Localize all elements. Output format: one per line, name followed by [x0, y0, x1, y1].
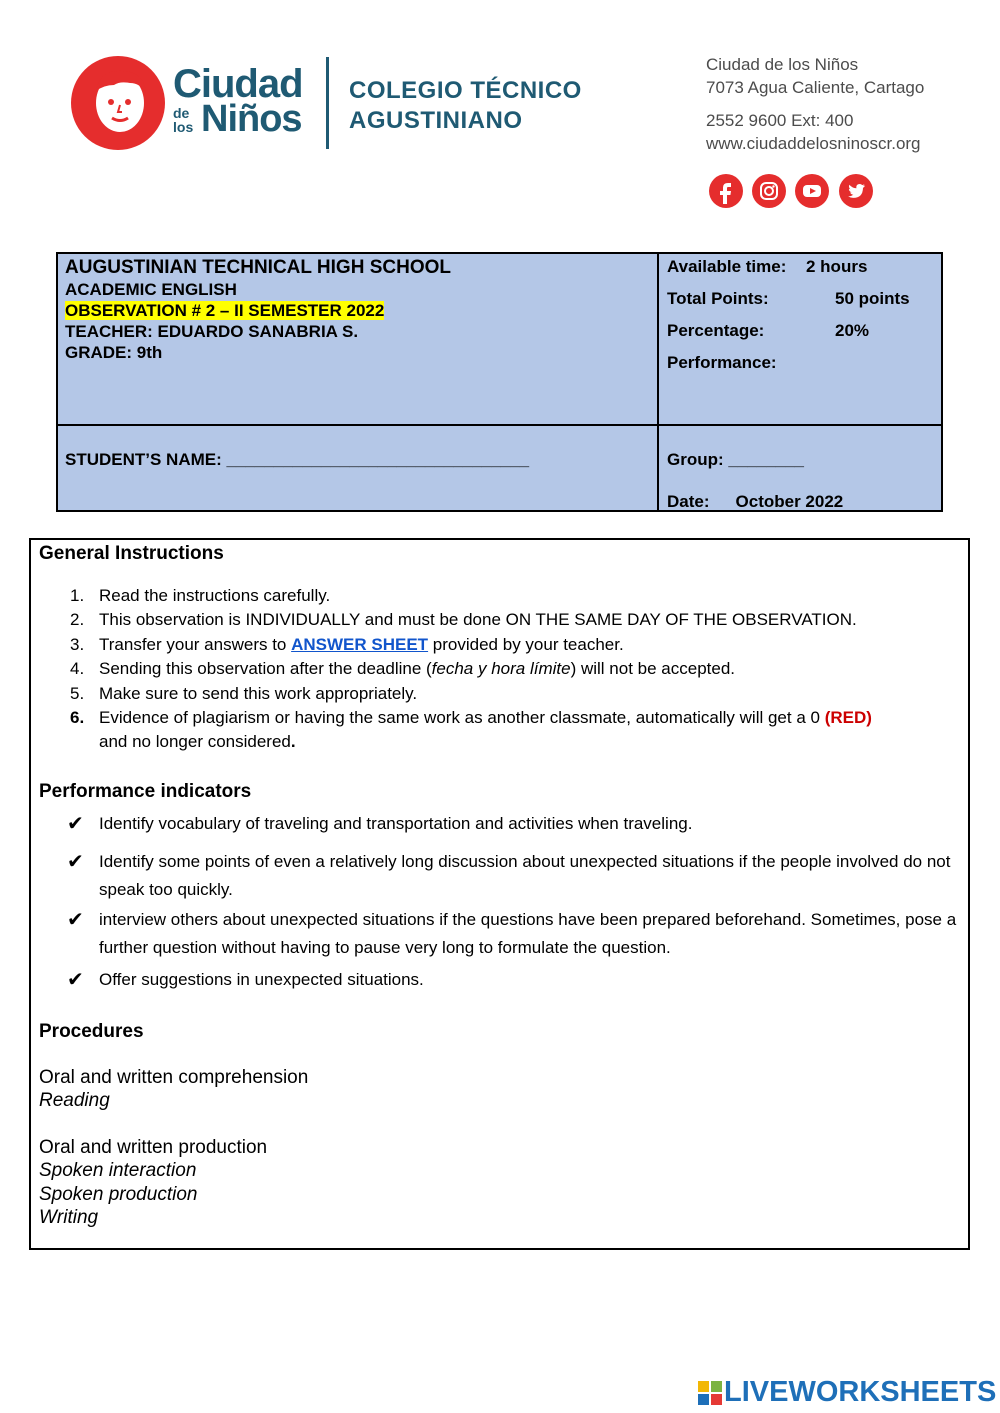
contact-website[interactable]: www.ciudaddelosninoscr.org	[706, 134, 921, 153]
available-time-label: Available time:	[667, 257, 787, 276]
liveworksheets-watermark[interactable]: LIVEWORKSHEETS	[724, 1376, 997, 1408]
teacher: TEACHER: EDUARDO SANABRIA S.	[65, 322, 359, 341]
brand-ninos: Niños	[201, 98, 302, 140]
date-label: Date:	[667, 492, 710, 511]
grade: GRADE: 9th	[65, 343, 163, 362]
procedure-item: Reading	[39, 1090, 110, 1111]
item-number: 5.	[70, 683, 85, 703]
school-brand-line2: AGUSTINIANO	[349, 107, 523, 134]
list-item	[31, 848, 961, 904]
liveworksheets-logo-icon	[698, 1381, 722, 1405]
general-instructions-title: General Instructions	[39, 543, 224, 564]
checkmark-icon: ✔	[67, 909, 84, 931]
contact-phone: 2552 9600 Ext: 400	[706, 111, 854, 130]
checkmark-icon: ✔	[67, 813, 84, 835]
list-item	[31, 906, 961, 962]
brand-de: de	[173, 105, 190, 121]
indicator-text: Identify vocabulary of traveling and transportation and activities when traveling.	[99, 814, 693, 833]
procedure-group-heading: Oral and written comprehension	[39, 1067, 309, 1088]
item-number: 2.	[70, 610, 85, 630]
checkmark-icon: ✔	[67, 851, 84, 873]
deadline-spanish: fecha y hora límite	[431, 659, 571, 679]
available-time-value: 2 hours	[806, 257, 868, 276]
percentage-value: 20%	[835, 321, 870, 340]
percentage-label: Percentage:	[667, 321, 765, 340]
brand-los: los	[173, 119, 194, 135]
school-brand-line1: COLEGIO TÉCNICO	[349, 77, 582, 104]
indicator-text: Offer suggestions in unexpected situations.	[99, 970, 424, 989]
item-number: 1.	[70, 586, 85, 605]
indicator-text: interview others about unexpected situations if the questions have been prepared beforehand. Sometimes, pose a further question without having to pause very long to formulate the question.	[99, 910, 957, 957]
item-text: Sending this observation after the deadline (	[99, 659, 432, 679]
total-points-value: 50 points	[835, 289, 910, 308]
contact-name: Ciudad de los Niños	[706, 55, 859, 74]
checkmark-icon: ✔	[67, 969, 84, 991]
facebook-icon[interactable]	[709, 174, 743, 208]
item-text: provided by your teacher.	[428, 634, 624, 654]
answer-sheet-link[interactable]: ANSWER SHEET	[291, 634, 429, 654]
list-item	[31, 584, 961, 608]
item-number: 4.	[70, 659, 85, 679]
instructions-list	[31, 584, 961, 755]
instagram-icon[interactable]	[752, 174, 786, 208]
item-period: .	[290, 732, 296, 752]
school-name: AUGUSTINIAN TECHNICAL HIGH SCHOOL	[65, 257, 451, 278]
table-divider-vertical	[657, 254, 659, 510]
date-value: October 2022	[735, 492, 844, 511]
twitter-icon[interactable]	[839, 174, 873, 208]
observation-title: OBSERVATION # 2 – II SEMESTER 2022	[65, 301, 385, 320]
group-field[interactable]: Group: ________	[667, 450, 805, 469]
procedure-item: Spoken production	[39, 1184, 198, 1205]
child-face-logo-icon	[70, 55, 166, 151]
contact-address: 7073 Agua Caliente, Cartago	[706, 78, 925, 97]
student-name-field[interactable]: STUDENT’S NAME: ________________________________	[65, 450, 530, 469]
performance-label: Performance:	[667, 353, 777, 372]
item-text: ) will not be accepted.	[570, 659, 735, 679]
indicator-text: Identify some points of even a relatively long discussion about unexpected situations if the people involved do not speak too quickly.	[99, 852, 951, 899]
subject: ACADEMIC ENGLISH	[65, 280, 237, 299]
item-number: 3.	[70, 634, 85, 654]
list-item	[31, 810, 961, 838]
list-item	[31, 633, 961, 657]
school-brand-name	[349, 76, 582, 136]
item-text: Read the instructions carefully.	[99, 586, 331, 605]
item-text: Evidence of plagiarism or having the same work as another classmate, automatically will get a 0	[99, 708, 825, 728]
instructions-box	[29, 538, 970, 1250]
item-number: 6.	[70, 708, 85, 728]
list-item	[31, 608, 961, 632]
red-grade-label: (RED)	[824, 708, 872, 728]
list-item	[31, 706, 961, 755]
list-item	[31, 682, 961, 706]
info-table	[56, 252, 943, 512]
performance-indicators-title: Performance indicators	[39, 781, 252, 802]
youtube-icon[interactable]	[795, 174, 829, 208]
procedure-item: Spoken interaction	[39, 1160, 197, 1181]
brand-ciudad: Ciudad	[173, 62, 303, 106]
table-divider-horizontal	[58, 424, 941, 426]
procedure-group-heading: Oral and written production	[39, 1137, 268, 1158]
total-points-label: Total Points:	[667, 289, 769, 308]
date-row	[667, 492, 843, 512]
list-item	[31, 966, 961, 994]
procedures-title: Procedures	[39, 1021, 144, 1042]
item-text: This observation is INDIVIDUALLY and must be done ON THE SAME DAY OF THE OBSERVATION.	[99, 610, 857, 630]
logo-mark	[70, 55, 166, 151]
logo-divider	[326, 57, 329, 149]
item-text: Transfer your answers to	[99, 634, 292, 654]
item-text: Make sure to send this work appropriately.	[99, 683, 418, 703]
item-text: and no longer considered	[99, 732, 291, 752]
procedure-item: Writing	[39, 1207, 99, 1228]
list-item	[31, 657, 961, 681]
